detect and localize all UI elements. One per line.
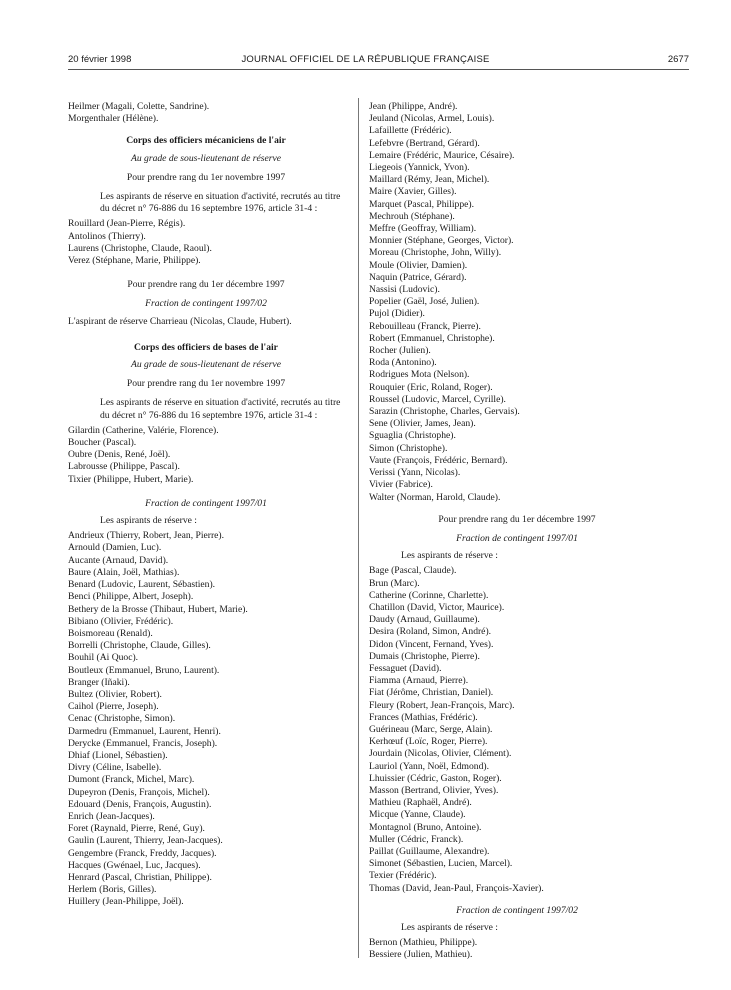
name-entry: Henrard (Pascal, Christian, Philippe). xyxy=(68,871,212,883)
name-entry: Jourdain (Nicolas, Olivier, Clément). xyxy=(369,748,512,760)
page-header xyxy=(0,54,731,68)
name-entry: Bernon (Mathieu, Philippe). xyxy=(369,937,478,949)
name-entry: Huillery (Jean-Philippe, Joël). xyxy=(68,896,184,908)
name-entry: Divry (Céline, Isabelle). xyxy=(68,762,162,774)
rang-line-bases: Pour prendre rang du 1er novembre 1997 xyxy=(126,378,286,390)
name-entry: Laurens (Christophe, Claude, Raoul). xyxy=(68,242,212,254)
name-entry: Dupeyron (Denis, François, Michel). xyxy=(68,786,210,798)
fraction-line-right-1: Fraction de contingent 1997/01 xyxy=(456,532,578,544)
name-entry: Desira (Roland, Simon, André). xyxy=(369,626,492,638)
name-entry: Rouquier (Eric, Roland, Roger). xyxy=(369,381,493,393)
name-entry: Edouard (Denis, François, Augustin). xyxy=(68,798,212,810)
name-entry: Gengembre (Franck, Freddy, Jacques). xyxy=(68,847,217,859)
name-entry: Meffre (Geoffray, William). xyxy=(369,223,477,235)
name-entry: Sene (Olivier, James, Jean). xyxy=(369,418,476,430)
aspirants-label: Les aspirants de réserve : xyxy=(100,515,197,527)
name-entry: Aucante (Arnaud, David). xyxy=(68,554,169,566)
name-entry: Lauriol (Yann, Noël, Edmond). xyxy=(369,760,489,772)
name-entry: Gilardin (Catherine, Valérie, Florence). xyxy=(68,424,219,436)
name-entry: Bibiano (Olivier, Frédéric). xyxy=(68,615,174,627)
name-entry: Bultez (Olivier, Robert). xyxy=(68,688,162,700)
name-entry: Borrelli (Christophe, Claude, Gilles). xyxy=(68,640,211,652)
name-entry: Walter (Norman, Harold, Claude). xyxy=(369,491,501,503)
name-entry: Dumais (Christophe, Pierre). xyxy=(369,650,480,662)
name-entry: Didon (Vincent, Fernand, Yves). xyxy=(369,638,494,650)
aspirants-label-right-1: Les aspirants de réserve : xyxy=(401,550,498,562)
name-entry: Rouillard (Jean-Pierre, Régis). xyxy=(68,218,186,230)
column-divider xyxy=(358,98,359,958)
left-column xyxy=(68,101,344,909)
name-entry: Roussel (Ludovic, Marcel, Cyrille). xyxy=(369,393,506,405)
name-entry: Maillard (Rémy, Jean, Michel). xyxy=(369,174,490,186)
name-entry: Boutleux (Emmanuel, Bruno, Laurent). xyxy=(68,664,220,676)
name-entry: Texier (Frédéric). xyxy=(369,870,437,882)
name-entry: Jeuland (Nicolas, Armel, Louis). xyxy=(369,113,495,125)
aspirants-list-right-3 xyxy=(369,937,665,961)
name-entry: Darmedru (Emmanuel, Laurent, Henri). xyxy=(68,725,221,737)
name-entry: Morgenthaler (Hélène). xyxy=(68,113,159,125)
rang-line: Pour prendre rang du 1er novembre 1997 xyxy=(126,171,286,183)
name-entry: Mathieu (Raphaël, André). xyxy=(369,797,472,809)
name-entry: Lafaillette (Frédéric). xyxy=(369,125,452,137)
aspirants-list-left xyxy=(68,530,344,908)
name-entry: Heilmer (Magali, Colette, Sandrine). xyxy=(68,101,210,112)
name-entry: Frances (Mathias, Frédéric). xyxy=(369,711,478,723)
name-entry: Benard (Ludovic, Laurent, Sébastien). xyxy=(68,579,216,591)
aspirants-list-right-2 xyxy=(369,565,665,894)
name-entry: Tixier (Philippe, Hubert, Marie). xyxy=(68,473,194,485)
header-date: 20 février 1998 xyxy=(68,54,132,65)
name-entry: Caihol (Pierre, Joseph). xyxy=(68,701,159,713)
name-entry: Jean (Philippe, André). xyxy=(369,101,458,112)
name-entry: Rodrigues Mota (Nelson). xyxy=(369,369,470,381)
name-entry: Rebouilleau (Franck, Pierre). xyxy=(369,320,481,332)
name-entry: Daudy (Arnaud, Guillaume). xyxy=(369,614,480,626)
name-entry: Moreau (Christophe, John, Willy). xyxy=(369,247,502,259)
name-entry: Oubre (Denis, René, Joël). xyxy=(68,449,171,461)
name-entry: Andrieux (Thierry, Robert, Jean, Pierre). xyxy=(68,530,225,542)
journal-title: JOURNAL OFFICIEL DE LA RÉPUBLIQUE FRANÇAISE xyxy=(241,54,490,65)
name-entry: Thomas (David, Jean-Paul, François-Xavier). xyxy=(369,882,544,894)
name-entry: Verissi (Yann, Nicolas). xyxy=(369,467,461,479)
header-rule xyxy=(68,69,689,70)
name-entry: Roda (Antonino). xyxy=(369,357,437,369)
top-names xyxy=(68,101,344,125)
name-entry: Dumont (Franck, Michel, Marc). xyxy=(68,774,195,786)
name-entry: Lhuissier (Cédric, Gaston, Roger). xyxy=(369,772,502,784)
name-entry: Bage (Pascal, Claude). xyxy=(369,565,457,577)
name-entry: Chatillon (David, Victor, Maurice). xyxy=(369,601,505,613)
name-entry: Boismoreau (Renald). xyxy=(68,627,153,639)
name-entry: Masson (Bertrand, Olivier, Yves). xyxy=(369,784,499,796)
name-entry: Popelier (Gaël, José, Julien). xyxy=(369,296,480,308)
name-entry: Dhiaf (Lionel, Sébastien). xyxy=(68,749,168,761)
name-entry: Micque (Yanne, Claude). xyxy=(369,809,466,821)
name-entry: Sarazin (Christophe, Charles, Gervais). xyxy=(369,406,520,418)
name-entry: Cenac (Christophe, Simon). xyxy=(68,713,176,725)
fraction-line-bases: Fraction de contingent 1997/01 xyxy=(145,497,267,509)
name-entry: Paillat (Guillaume, Alexandre). xyxy=(369,845,490,857)
name-entry: Branger (Iñaki). xyxy=(68,676,130,688)
name-entry: Simon (Christophe). xyxy=(369,442,448,454)
rang-line-right: Pour prendre rang du 1er décembre 1997 xyxy=(438,513,596,525)
name-entry: Kerhœuf (Loïc, Roger, Pierre). xyxy=(369,736,488,748)
section-heading-mecaniciens: Corps des officiers mécaniciens de l'air xyxy=(126,135,286,147)
name-entry: Guérineau (Marc, Serge, Alain). xyxy=(369,723,493,735)
names-list-mecaniciens xyxy=(68,218,344,267)
name-entry: Simonet (Sébastien, Lucien, Marcel). xyxy=(369,858,513,870)
grade-line: Au grade de sous-lieutenant de réserve xyxy=(131,152,281,164)
name-entry: Muller (Cédric, Franck). xyxy=(369,833,464,845)
fraction-line-right-2: Fraction de contingent 1997/02 xyxy=(456,904,578,916)
page-number: 2677 xyxy=(667,54,689,65)
name-entry: Antolinos (Thierry). xyxy=(68,230,146,242)
name-entry: Rocher (Julien). xyxy=(369,345,431,357)
name-entry: Monnier (Stéphane, Georges, Victor). xyxy=(369,235,514,247)
aspirants-label-right-2: Les aspirants de réserve : xyxy=(401,922,498,933)
name-entry: Fessaguet (David). xyxy=(369,662,442,674)
name-entry: Naquin (Patrice, Gérard). xyxy=(369,271,467,283)
name-entry: Benci (Philippe, Albert, Joseph). xyxy=(68,591,194,603)
name-entry: Fiat (Jérôme, Christian, Daniel). xyxy=(369,687,494,699)
name-entry: Hacques (Gwénael, Luc, Jacques). xyxy=(68,859,201,871)
name-entry: Herlem (Boris, Gilles). xyxy=(68,884,157,896)
name-entry: Arnould (Damien, Luc). xyxy=(68,542,162,554)
name-entry: Marquet (Pascal, Philippe). xyxy=(369,198,474,210)
name-entry: Foret (Raynald, Pierre, René, Guy). xyxy=(68,823,205,835)
name-entry: Fleury (Robert, Jean-François, Marc). xyxy=(369,699,515,711)
name-entry: Verez (Stéphane, Marie, Philippe). xyxy=(68,255,201,267)
name-entry: Nassisi (Ludovic). xyxy=(369,284,440,296)
name-entry: Vivier (Fabrice). xyxy=(369,479,433,491)
right-column xyxy=(369,101,665,962)
name-entry: Brun (Marc). xyxy=(369,577,420,589)
name-entry: Derycke (Emmanuel, Francis, Joseph). xyxy=(68,737,218,749)
name-entry: Sguaglia (Christophe). xyxy=(369,430,456,442)
name-entry: Montagnol (Bruno, Antoine). xyxy=(369,821,482,833)
section-heading-bases: Corps des officiers de bases de l'air xyxy=(134,341,278,353)
name-entry: Lefebvre (Bertrand, Gérard). xyxy=(369,137,480,149)
name-entry: Catherine (Corinne, Charlette). xyxy=(369,589,489,601)
name-entry: Enrich (Jean-Jacques). xyxy=(68,810,155,822)
decret-paragraph: Les aspirants de réserve en situation d'activité, recrutés au titre du décret n° 76-886 du 16 septembre 1976, article 31-4 : xyxy=(100,191,341,215)
name-entry: Pujol (Didier). xyxy=(369,308,425,320)
names-list-bases xyxy=(68,425,344,486)
rang-line-december: Pour prendre rang du 1er décembre 1997 xyxy=(127,279,285,291)
name-entry: Fiamma (Arnaud, Pierre). xyxy=(369,675,469,687)
decret-paragraph-bases: Les aspirants de réserve en situation d'activité, recrutés au titre du décret n° 76-886 du 16 septembre 1976, article 31-4 : xyxy=(100,397,341,421)
name-entry: Lemaire (Frédéric, Maurice, Césaire). xyxy=(369,149,515,161)
name-entry: Labrousse (Philippe, Pascal). xyxy=(68,461,180,473)
name-entry: Vaute (François, Frédéric, Bernard). xyxy=(369,454,508,466)
fraction-line: Fraction de contingent 1997/02 xyxy=(145,298,267,310)
name-entry: Bouhil (Ai Quoc). xyxy=(68,652,139,664)
name-entry: Bessiere (Julien, Mathieu). xyxy=(369,949,473,961)
aspirants-list-right xyxy=(369,101,665,504)
grade-line-bases: Au grade de sous-lieutenant de réserve xyxy=(131,359,281,371)
name-entry: Bethery de la Brosse (Thibaut, Hubert, Marie). xyxy=(68,603,248,615)
name-entry: Maire (Xavier, Gilles). xyxy=(369,186,457,198)
name-entry: Moule (Olivier, Damien). xyxy=(369,259,468,271)
name-entry: Mechrouh (Stéphane). xyxy=(369,210,455,222)
name-entry: Baure (Alain, Joël, Mathias). xyxy=(68,566,180,578)
name-entry: Liegeois (Yannick, Yvon). xyxy=(369,162,470,174)
name-entry: Robert (Emmanuel, Christophe). xyxy=(369,332,495,344)
single-aspirant: L'aspirant de réserve Charrieau (Nicolas, Claude, Hubert). xyxy=(68,315,292,327)
name-entry: Gaulin (Laurent, Thierry, Jean-Jacques). xyxy=(68,835,223,847)
name-entry: Boucher (Pascal). xyxy=(68,437,137,449)
